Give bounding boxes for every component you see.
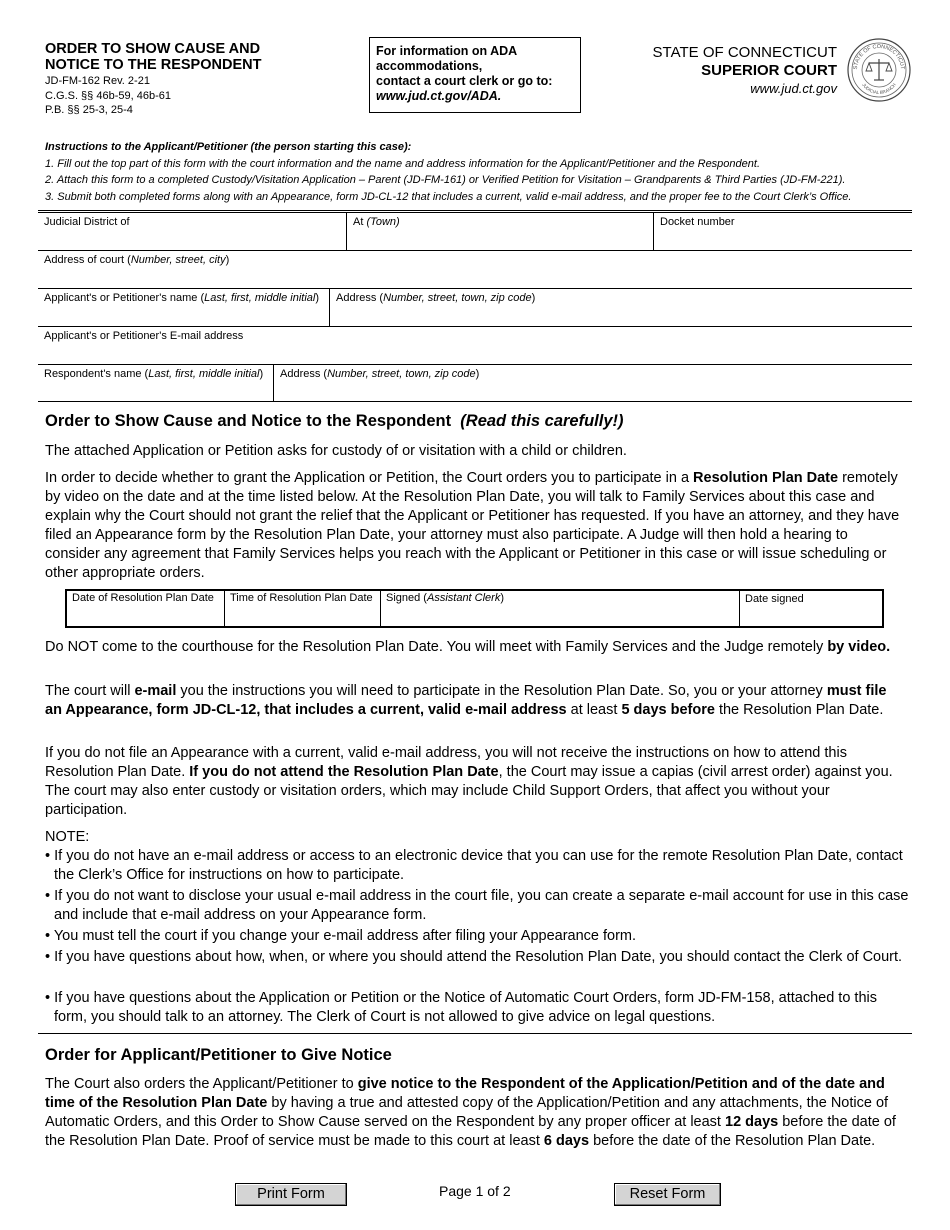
order-section-title: [45, 412, 624, 431]
ada-line2: accommodations,: [376, 59, 483, 73]
court-name: SUPERIOR COURT: [701, 62, 837, 79]
town-hint: (Town): [366, 216, 400, 228]
text-run: The court will: [45, 683, 135, 699]
text-run: by having a true and attested copy of the Application/Petition and any attachments, the Notice of Automatic Orders, and this Order to Show Cause served on the Respondent by any proper officer at least: [45, 1095, 889, 1130]
applicant-address-hint: Number, street, town, zip code: [383, 292, 532, 304]
applicant-address-field[interactable]: [329, 289, 912, 326]
instructions-title: Instructions to the Applicant/Petitioner (the person starting this case):: [45, 141, 412, 153]
text-run-bold: 6 days: [543, 1133, 590, 1149]
applicant-name-field[interactable]: [38, 289, 329, 326]
ada-url: www.jud.ct.gov/ADA.: [376, 89, 502, 103]
reset-form-button[interactable]: Reset Form: [614, 1183, 721, 1206]
resolution-date-field[interactable]: [67, 591, 224, 626]
close-paren: ): [475, 368, 480, 380]
instructions: [45, 139, 915, 205]
text-run-bold: 12 days: [725, 1114, 779, 1130]
note-item: • If you do not have an e-mail address or access to an electronic device that you can use for the remote Resolution Plan Date, contact the Clerk’s Office for instructions on how to participate.: [45, 848, 903, 883]
respondent-name-label: Respondent's name (: [44, 368, 149, 380]
date-signed-label: Date signed: [745, 593, 804, 605]
text-run: before the date of the Resolution Plan Date.: [589, 1133, 876, 1149]
respondent-address-hint: Number, street, town, zip code: [327, 368, 476, 380]
notice-section-title: Order for Applicant/Petitioner to Give Notice: [45, 1046, 392, 1064]
note-item: • If you do not want to disclose your usual e-mail address in the court file, you can create a separate e-mail account for use in this case and include that e-mail address on your Appearance form.: [45, 888, 909, 923]
text-run-bold: give notice to the Respondent of the Application/Petition and of the date and time of the Resolution Plan Date: [45, 1076, 885, 1111]
form-title-line1: ORDER TO SHOW CAUSE AND: [45, 41, 261, 57]
signed-label: Signed (: [386, 592, 427, 604]
close-paren: ): [259, 368, 264, 380]
form-title-line2: NOTICE TO THE RESPONDENT: [45, 57, 262, 73]
statutes: C.G.S. §§ 46b-59, 46b-61: [45, 89, 171, 102]
judicial-seal-icon: [847, 38, 911, 102]
order-title-note: (Read this carefully!): [460, 412, 624, 430]
text-run: If you do not file an Appearance with a current, valid e-mail address, you will not receive the instructions on how to attend this Resolution Plan Date.: [45, 745, 847, 780]
close-paren: ): [225, 254, 230, 266]
respondent-address-label: Address (: [280, 368, 328, 380]
text-run: The Court also orders the Applicant/Petitioner to: [45, 1076, 358, 1092]
applicant-name-label: Applicant's or Petitioner's name (: [44, 292, 205, 304]
text-run-bold: 5 days before: [621, 702, 715, 718]
text-run-bold: by video.: [827, 639, 891, 655]
resolution-time-label: Time of Resolution Plan Date: [230, 592, 373, 604]
instruction-item: 1. Fill out the top part of this form with the court information and the name and address information for the Applicant/Petitioner and the Respondent.: [45, 157, 760, 170]
respondent-address-field[interactable]: [273, 365, 912, 401]
field-row: [38, 288, 912, 326]
note-item: • You must tell the court if you change your e-mail address after filing your Appearance form.: [45, 928, 637, 944]
field-row: [38, 250, 912, 288]
text-run-bold: Resolution Plan Date: [693, 470, 839, 486]
order-paragraph-4: [45, 682, 900, 720]
text-run: Do NOT come to the courthouse for the Resolution Plan Date. You will meet with Family Services and the Judge remotely: [45, 639, 828, 655]
field-row: [38, 364, 912, 402]
page-number: Page 1 of 2: [439, 1183, 511, 1199]
resolution-time-field[interactable]: [224, 591, 380, 626]
court-address-field[interactable]: [38, 251, 912, 288]
docket-number-label: Docket number: [660, 216, 735, 228]
date-signed-field[interactable]: [739, 591, 882, 626]
ada-line1: For information on ADA: [376, 44, 518, 58]
text-run-bold: must file an Appearance, form JD-CL-12, that includes a current, valid e-mail address: [45, 683, 887, 718]
court-address-label: Address of court (: [44, 254, 131, 266]
close-paren: ): [315, 292, 320, 304]
respondent-name-hint: Last, first, middle initial: [148, 368, 260, 380]
order-paragraph-5: [45, 744, 900, 820]
form-header: [45, 41, 345, 117]
text-run-bold: If you do not attend the Resolution Plan Date: [189, 764, 499, 780]
note-item: • If you have questions about the Application or Petition or the Notice of Automatic Court Orders, form JD-FM-158, attached to this form, you should talk to an attorney. The Clerk of Court is not allowed to give advice on legal questions.: [45, 990, 877, 1025]
clerk-signature-field[interactable]: [380, 591, 739, 626]
text-run: at least: [566, 702, 622, 718]
order-paragraph-3: [45, 638, 900, 657]
applicant-email-label: Applicant's or Petitioner's E-mail address: [44, 330, 244, 342]
text-run: before the date of the Resolution Plan Date. Proof of service must be made to this court at least: [45, 1114, 896, 1149]
court-heading: [653, 44, 837, 98]
ada-line3: contact a court clerk or go to:: [376, 74, 553, 88]
applicant-email-field[interactable]: [38, 327, 912, 364]
field-row: [38, 210, 912, 250]
text-run: you the instructions you will need to participate in the Resolution Plan Date. So, you or your attorney: [176, 683, 827, 699]
seal-text-top: STATE OF CONNECTICUT: [852, 43, 906, 70]
docket-number-field[interactable]: [653, 213, 912, 250]
text-run: remotely by video on the date and at the time listed below. At the Resolution Plan Date, you will talk to Family Services about this case and explain why the Court should not grant the relief that the Applicant or Petitioner has requested. If you have an attorney, and they have filed an Appearance form by the Resolution Plan Date, your attorney must also participate. A Judge will then hold a hearing to consider any agreement that Family Services helps you reach with the Applicant or Petitioner in this case or will issue scheduling or other appropriate orders.: [45, 470, 900, 581]
text-run-bold: e-mail: [134, 683, 177, 699]
form-number: JD-FM-162 Rev. 2-21: [45, 75, 150, 87]
town-label: At: [353, 216, 367, 228]
court-address-hint: Number, street, city: [130, 254, 226, 266]
note-item: • If you have questions about how, when, or where you should attend the Resolution Plan Date, you should contact the Clerk of Court.: [45, 949, 903, 965]
text-run: In order to decide whether to grant the Application or Petition, the Court orders you to participate in a: [45, 470, 694, 486]
ada-info-box: [369, 37, 581, 113]
state-name: STATE OF CONNECTICUT: [652, 44, 837, 61]
signed-hint: Assistant Clerk: [426, 592, 501, 604]
court-website: www.jud.ct.gov: [750, 81, 837, 96]
court-info-fields: [38, 210, 912, 402]
order-paragraph-2: [45, 469, 900, 583]
print-form-button[interactable]: Print Form: [235, 1183, 347, 1206]
judicial-district-field[interactable]: [38, 213, 346, 250]
close-paren: ): [500, 592, 505, 604]
notice-paragraph: [45, 1075, 900, 1151]
text-run: , the Court may issue a capias (civil arrest order) against you. The court may also enter custody or visitation orders, which may include Child Support Orders, that affect you without your participation.: [45, 764, 893, 818]
instruction-item: 3. Submit both completed forms along with an Appearance, form JD-CL-12 that includes a current, valid e-mail address, and the proper fee to the Court Clerk’s Office.: [45, 190, 852, 203]
section-divider: [38, 1033, 912, 1034]
note-label: NOTE:: [45, 829, 90, 845]
respondent-name-field[interactable]: [38, 365, 273, 401]
applicant-address-label: Address (: [336, 292, 384, 304]
judicial-district-label: Judicial District of: [44, 216, 130, 228]
resolution-date-label: Date of Resolution Plan Date: [72, 592, 214, 604]
text-run: the Resolution Plan Date.: [714, 702, 884, 718]
order-title-text: Order to Show Cause and Notice to the Respondent: [45, 412, 452, 430]
town-field[interactable]: [346, 213, 653, 250]
order-paragraph-1: The attached Application or Petition asks for custody of or visitation with a child or children.: [45, 443, 627, 459]
close-paren: ): [531, 292, 536, 304]
instruction-item: 2. Attach this form to a completed Custody/Visitation Application – Parent (JD-FM-161) or Verified Petition for Visitation – Grandparents & Third Parties (JD-FM-221).: [45, 174, 846, 186]
resolution-plan-table: [65, 589, 884, 628]
seal-text-bottom: JUDICIAL BRANCH: [861, 82, 897, 96]
field-row: [38, 326, 912, 364]
applicant-name-hint: Last, first, middle initial: [204, 292, 316, 304]
practice-book: P.B. §§ 25-3, 25-4: [45, 104, 133, 116]
